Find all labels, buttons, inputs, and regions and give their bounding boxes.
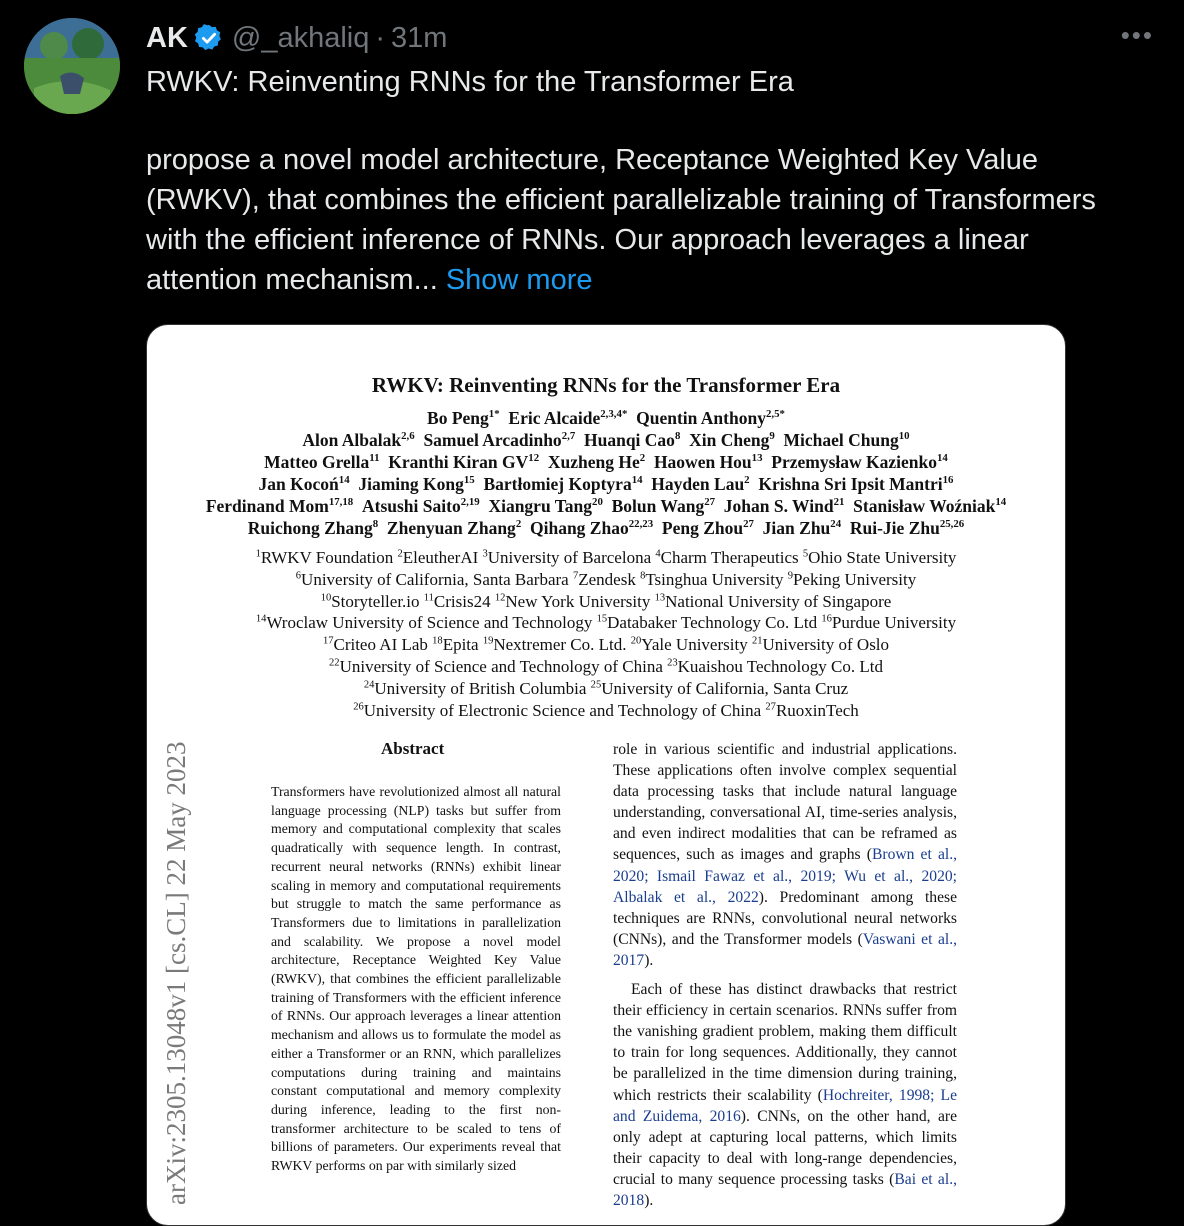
tweet-header (146, 18, 447, 58)
intro-paragraph-2: Each of these has distinct drawbacks that restrict their efficiency in certain scenarios. RNNs suffer from the vanishing gradient problem, making them difficult to train for long sequences. Additionally, they cannot be parallelized in the time dimension during training, which restricts their scalability (Hochreiter, 1998; Le and Zuidema, 2016). CNNs, on the other hand, are only adept at capturing local patterns, which limits their capacity to deal with long-range dependencies, crucial to many sequence processing tasks (Bai et al., 2018). (613, 981, 957, 1209)
tweet-text (146, 140, 1136, 300)
arxiv-id: arXiv:2305.13048v1 [cs.CL] 22 May 2023 (161, 741, 191, 1205)
verified-badge-icon (194, 23, 224, 53)
tweet-body-text: propose a novel model architecture, Receptance Weighted Key Value (RWKV), that combines the efficient parallelizable training of Transformers with the efficient inference of RNNs. Our approach leverages a linear attention mechanism... (146, 144, 1096, 296)
tweet-timestamp[interactable]: 31m (391, 21, 448, 54)
paper-affiliations: $^1$RWKV Foundation $^2$EleutherAI $^3$University of Barcelona $^4$Charm Therapeutics $^5$Ohio State University $^6$University of California, Santa Barbara $^7$Zendesk $^8$Tsinghua University $^9$Peking University $^{10}$Storyteller.io $^{11}$Crisis24 $^{12}$New York University $^{13}$National University of Singapore $^{14}$Wroclaw University of Science and Technology $^{15}$Databaker Technology Co. Ltd $^{16}$Purdue University $^{17}$Criteo AI Lab $^{18}$Epita $^{19}$Nextremer Co. Ltd. $^{20}$Yale University $^{21}$University of Oslo $^{22}$University of Science and Technology of China $^{23}$Kuaishou Technology Co. Ltd $^{24}$University of British Columbia $^{25}$University of California, Santa Cruz $^{26}$University of Electronic Science and Technology of China $^{27}$RuoxinTech (255, 548, 957, 720)
author-name[interactable]: AK (146, 21, 188, 54)
intro-text (613, 739, 957, 1211)
author-handle[interactable]: @_akhaliq (231, 21, 370, 54)
paper-title: RWKV: Reinventing RNNs for the Transformer Era (371, 373, 841, 397)
intro-paragraph-1: role in various scientific and industrial applications. These applications often involve complex sequential data processing tasks that include natural language understanding, conversational AI, time-series analysis, and even indirect modalities that can be reframed as sequences, such as images and graphs (Brown et al., 2020; Ismail Fawaz et al., 2019; Wu et al., 2020; Albalak et al., 2022). Predominant among these techniques are RNNs, convolutional neural networks (CNNs), and the Transformer models (Vaswani et al., 2017). (613, 741, 957, 969)
show-more-link[interactable]: Show more (445, 264, 593, 296)
paper-screenshot (147, 325, 1065, 1225)
author-avatar[interactable] (24, 18, 120, 114)
citation: Bai et al., 2018 (613, 1170, 957, 1209)
separator-dot: · (375, 21, 386, 54)
citation: Hochreiter, 1998; Le and Zuidema, 2016 (613, 1086, 957, 1125)
abstract-text: Transformers have revolutionized almost all natural language processing (NLP) tasks but suffer from memory and computational complexity that scales quadratically with sequence length. In contrast, recurrent neural networks (RNNs) exhibit linear scaling in memory and computational requirements but struggle to match the same performance as Transformers due to limitations in parallelization and scalability. We propose a novel model architecture, Receptance Weighted Key Value (RWKV), that combines the efficient parallelizable training of Transformers with the efficient inference of RNNs. Our approach leverages a linear attention mechanism and allows us to formulate the model as either a Transformer or an RNN, which parallelizes computations during training and maintains constant computational and memory complexity during inference, leading to the first non-transformer architecture to be scaled to tens of billions of parameters. Our experiments reveal that RWKV performs on par with similarly sized (271, 784, 561, 1174)
citation: Brown et al., 2020; Ismail Fawaz et al., 2019; Wu et al., 2020; Albalak et al., 2022 (613, 846, 957, 906)
more-options-icon[interactable]: ••• (1120, 20, 1154, 50)
tweet-media-image[interactable] (146, 324, 1066, 1226)
citation: Vaswani et al., 2017 (613, 930, 957, 969)
tweet-title: RWKV: Reinventing RNNs for the Transformer Era (146, 66, 794, 98)
abstract-heading: Abstract (381, 739, 445, 758)
paper-authors: Bo Peng$^{1*}$ Eric Alcaide$^{2,3,4*}$ Quentin Anthony$^{2,5*}$ Alon Albalak$^{2,6}$ Samuel Arcadinho$^{2,7}$ Huanqi Cao$^8$ Xin Cheng$^9$ Michael Chung$^{10}$ Matteo Grella$^{11}$ Kranthi Kiran GV$^{12}$ Xuzheng He$^2$ Haowen Hou$^{13}$ Przemysław Kazienko$^{14}$ Jan Kocoń$^{14}$ Jiaming Kong$^{15}$ Bartłomiej Koptyra$^{14}$ Hayden Lau$^2$ Krishna Sri Ipsit Mantri$^{16}$ Ferdinand Mom$^{17,18}$ Atsushi Saito$^{2,19}$ Xiangru Tang$^{20}$ Bolun Wang$^{27}$ Johan S. Wind$^{21}$ Stanisław Woźniak$^{14}$ Ruichong Zhang$^8$ Zhenyuan Zhang$^2$ Qihang Zhao$^{22,23}$ Peng Zhou$^{27}$ Jian Zhu$^{24}$ Rui-Jie Zhu$^{25,26}$ (205, 408, 1007, 538)
arxiv-stamp (159, 645, 199, 1225)
